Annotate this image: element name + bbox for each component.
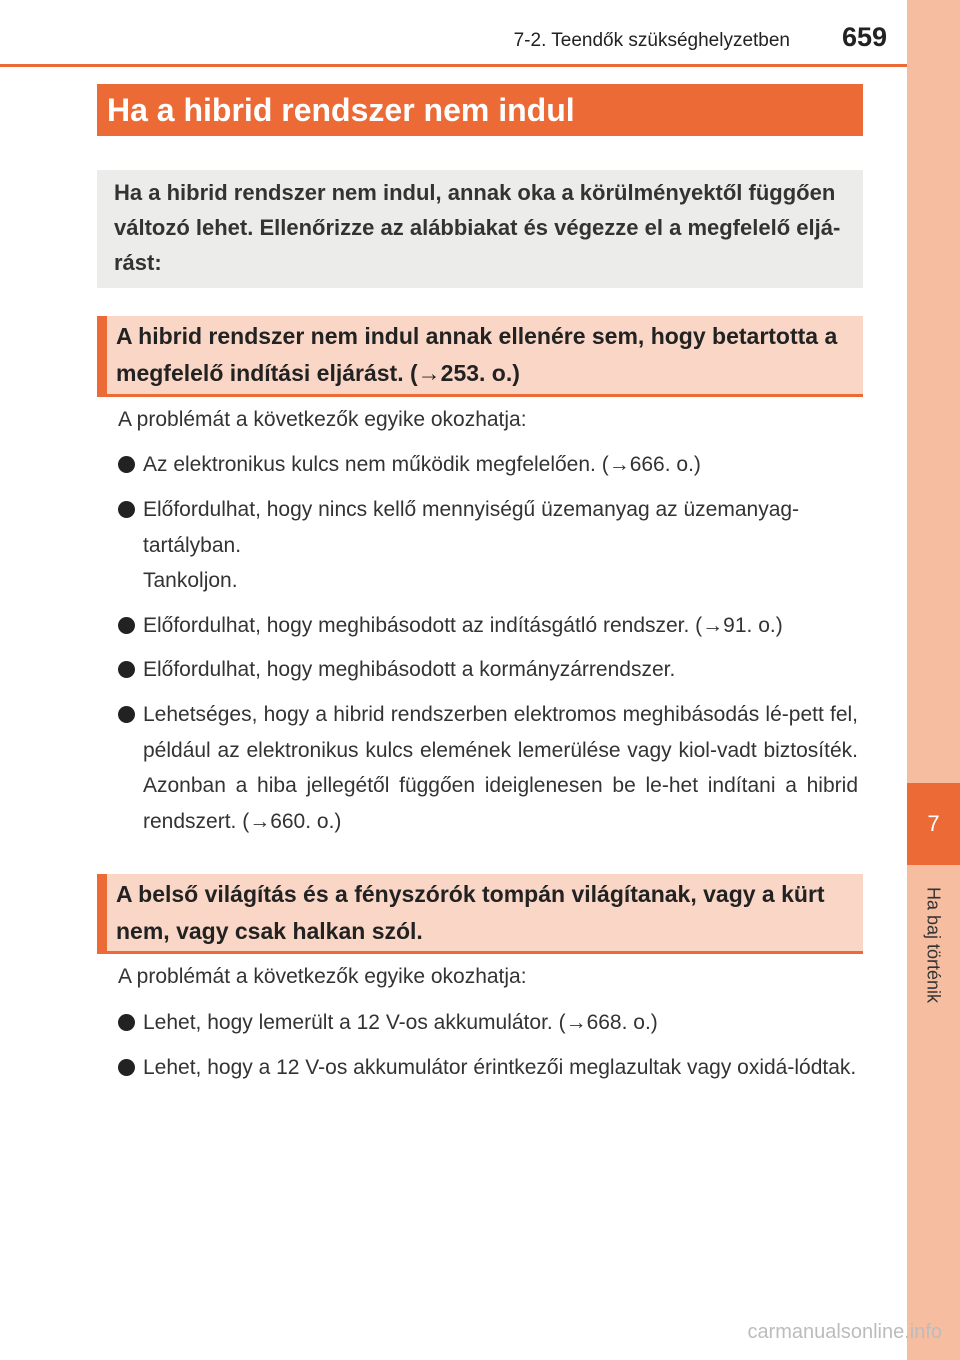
header-divider: [0, 64, 907, 67]
chapter-tab: [907, 783, 960, 865]
list-item: [118, 697, 858, 839]
list-item: [118, 447, 858, 483]
section-lead-text: A problémát a következők egyike okozhatja:: [118, 408, 527, 431]
page-title-text: Ha a hibrid rendszer nem indul: [107, 91, 575, 128]
list-item: [118, 492, 858, 599]
list-item-text: Az elektronikus kulcs nem működik megfelelően. (→666. o.): [143, 453, 701, 476]
watermark: carmanualsonline.info: [747, 1321, 942, 1343]
header-section-title: 7-2. Teendők szükséghelyzetben: [513, 30, 790, 51]
list-item-subtext: Tankoljon.: [143, 569, 238, 592]
bullet-icon: [118, 501, 135, 518]
section-heading-lights-horn: A belső világítás és a fényszórók tompán világítanak, vagy a kürt nem, vagy csak halkan szól.: [97, 874, 863, 954]
bullet-icon: [118, 706, 135, 723]
chapter-number: 7: [927, 811, 940, 836]
section-heading-start-procedure: A hibrid rendszer nem indul annak ellenére sem, hogy betartotta a megfelelő indítási eljárást. (→253. o.): [97, 316, 863, 397]
bullet-icon: [118, 1014, 135, 1031]
list-item-text: Előfordulhat, hogy meghibásodott a kormányzárrendszer.: [143, 658, 676, 681]
list-item: [118, 652, 858, 688]
list-item: [118, 1050, 858, 1086]
list-item-text: Lehet, hogy lemerült a 12 V-os akkumulátor. (→668. o.): [143, 1011, 658, 1034]
section-lead-text: A problémát a következők egyike okozhatja:: [118, 965, 527, 988]
chapter-side-strip: [907, 0, 960, 1360]
page-number: 659: [842, 22, 888, 52]
list-item-text: Előfordulhat, hogy meghibásodott az indításgátló rendszer. (→91. o.): [143, 614, 783, 637]
list-item: [118, 1005, 858, 1041]
bullet-icon: [118, 661, 135, 678]
bullet-icon: [118, 1059, 135, 1076]
list-item: [118, 608, 858, 644]
list-item-text: Lehet, hogy a 12 V-os akkumulátor érintkezői meglazultak vagy oxidá-lódtak.: [143, 1056, 857, 1079]
chapter-label: Ha baj történik: [923, 886, 944, 1004]
intro-box: Ha a hibrid rendszer nem indul, annak oka a körülményektől függően változó lehet. Ellenőrizze az alábbiakat és végezze el a megfelelő eljá-rást:: [97, 170, 863, 288]
page-title: [97, 84, 863, 136]
bullet-icon: [118, 617, 135, 634]
list-item-text: Lehetséges, hogy a hibrid rendszerben elektromos meghibásodás lé-pett fel, például az elektronikus kulcs elemének lemerülése vagy kiol-vadt biztosíték. Azonban a hiba jellegétől függően ideiglenesen be le-het indítani a hibrid rendszert. (→660. o.): [143, 703, 858, 833]
bullet-icon: [118, 456, 135, 473]
list-item-text: Előfordulhat, hogy nincs kellő mennyiségű üzemanyag az üzemanyag-tartályban.: [143, 498, 800, 557]
